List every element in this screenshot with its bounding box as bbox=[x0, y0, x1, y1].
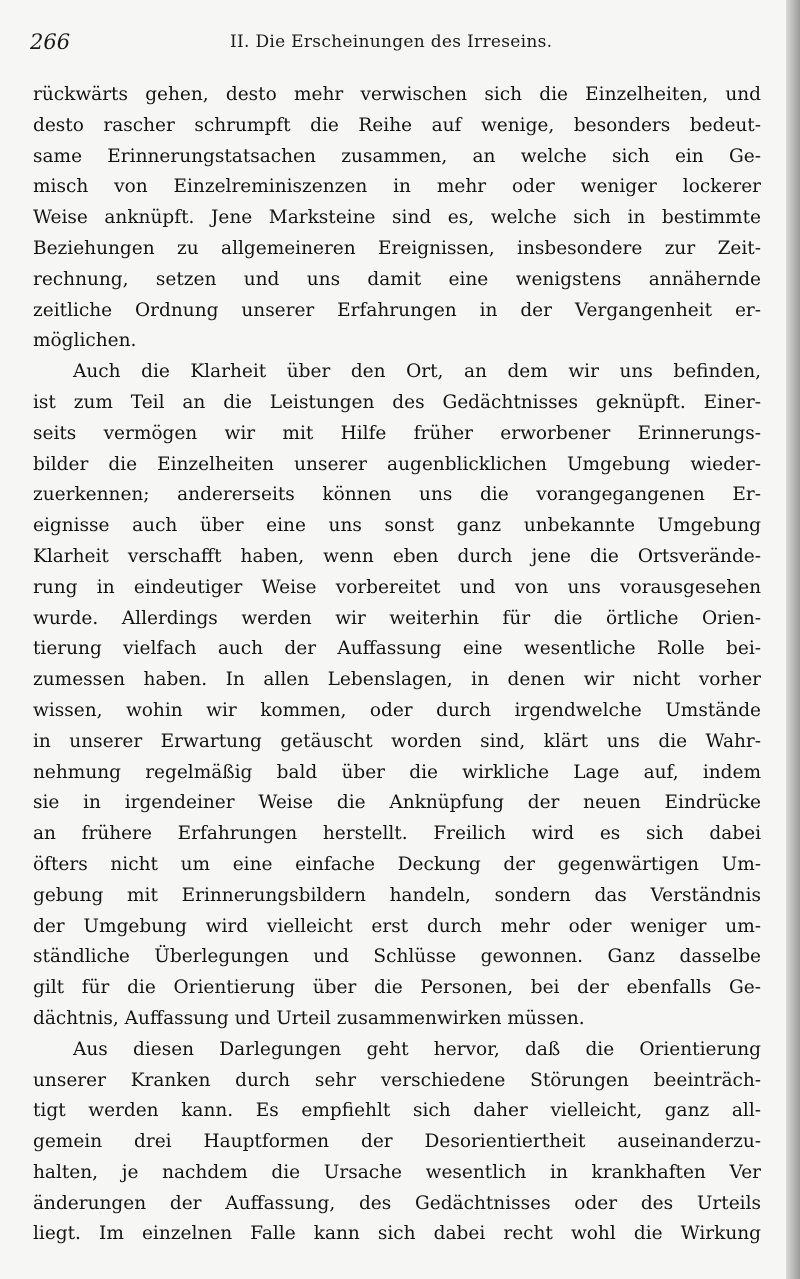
text-line: gilt für die Orientierung über die Personen, bei der ebenfalls Ge- bbox=[33, 977, 761, 999]
text-line: tierung vielfach auch der Auffassung eine wesentliche Rolle bei- bbox=[33, 638, 761, 660]
text-line: änderungen der Auffassung, des Gedächtnisses oder des Urteils bbox=[33, 1192, 761, 1214]
text-line: ist zum Teil an die Leistungen des Gedächtnisses geknüpft. Einer- bbox=[33, 391, 761, 413]
text-line: bilder die Einzelheiten unserer augenblicklichen Umgebung wieder- bbox=[33, 453, 761, 475]
text-line: wurde. Allerdings werden wir weiterhin für die örtliche Orien- bbox=[33, 607, 761, 629]
text-line: Beziehungen zu allgemeineren Ereignissen, insbesondere zur Zeit- bbox=[33, 237, 761, 259]
text-line: seits vermögen wir mit Hilfe früher erworbener Erinnerungs- bbox=[33, 422, 761, 444]
text-line: öfters nicht um eine einfache Deckung der gegenwärtigen Um- bbox=[33, 853, 761, 875]
text-line: möglichen. bbox=[33, 330, 137, 352]
page-edge-shadow bbox=[786, 0, 800, 1279]
text-line: Auch die Klarheit über den Ort, an dem wir uns befinden, bbox=[73, 361, 761, 383]
text-line: tigt werden kann. Es empfiehlt sich daher vielleicht, ganz all- bbox=[33, 1100, 761, 1122]
text-line: unserer Kranken durch sehr verschiedene Störungen beeinträch- bbox=[33, 1069, 761, 1091]
text-line: halten, je nachdem die Ursache wesentlich in krankhaften Ver bbox=[33, 1161, 761, 1183]
text-line: rückwärts gehen, desto mehr verwischen sich die Einzelheiten, und bbox=[33, 84, 761, 105]
text-line: an frühere Erfahrungen herstellt. Freilich wird es sich dabei bbox=[33, 823, 761, 845]
text-line: gebung mit Erinnerungsbildern handeln, sondern das Verständnis bbox=[33, 884, 761, 906]
text-line: rung in eindeutiger Weise vorbereitet und von uns vorausgesehen bbox=[33, 576, 761, 598]
text-line: wissen, wohin wir kommen, oder durch irgendwelche Umstände bbox=[33, 699, 761, 721]
chapter-title: II. Die Erscheinungen des Irreseins. bbox=[230, 32, 553, 52]
text-line: sie in irgendeiner Weise die Anknüpfung der neuen Eindrücke bbox=[33, 792, 761, 814]
text-line: eignisse auch über eine uns sonst ganz unbekannte Umgebung bbox=[33, 515, 761, 537]
text-line: same Erinnerungstatsachen zusammen, an welche sich ein Ge- bbox=[33, 145, 761, 167]
page-number: 266 bbox=[30, 30, 71, 54]
text-line: Klarheit verschafft haben, wenn eben durch jene die Ortsverände- bbox=[33, 545, 761, 567]
text-line: desto rascher schrumpft die Reihe auf wenige, besonders bedeut- bbox=[33, 114, 761, 136]
text-line: zeitliche Ordnung unserer Erfahrungen in der Vergangenheit er- bbox=[33, 299, 761, 321]
text-line: rechnung, setzen und uns damit eine wenigstens annähernde bbox=[33, 268, 761, 290]
text-line: der Umgebung wird vielleicht erst durch mehr oder weniger um- bbox=[33, 915, 761, 937]
text-line: nehmung regelmäßig bald über die wirkliche Lage auf, indem bbox=[33, 761, 761, 783]
body-text bbox=[33, 80, 761, 1250]
text-line: Weise anknüpft. Jene Marksteine sind es, welche sich in bestimmte bbox=[33, 207, 761, 229]
text-line: zumessen haben. In allen Lebenslagen, in denen wir nicht vorher bbox=[33, 669, 761, 691]
text-line: ständliche Überlegungen und Schlüsse gewonnen. Ganz dasselbe bbox=[33, 946, 761, 968]
text-line: in unserer Erwartung getäuscht worden sind, klärt uns die Wahr- bbox=[33, 730, 761, 752]
text-line: dächtnis, Auffassung und Urteil zusammenwirken müssen. bbox=[33, 1007, 585, 1029]
running-head bbox=[30, 30, 770, 62]
text-line: zuerkennen; andererseits können uns die vorangegangenen Er- bbox=[33, 484, 761, 506]
text-line: gemein drei Hauptformen der Desorientiertheit auseinanderzu- bbox=[33, 1131, 761, 1153]
text-line: Aus diesen Darlegungen geht hervor, daß die Orientierung bbox=[73, 1038, 761, 1060]
text-line: misch von Einzelreminiszenzen in mehr oder weniger lockerer bbox=[33, 176, 761, 198]
text-line: liegt. Im einzelnen Falle kann sich dabei recht wohl die Wirkung bbox=[33, 1223, 761, 1245]
